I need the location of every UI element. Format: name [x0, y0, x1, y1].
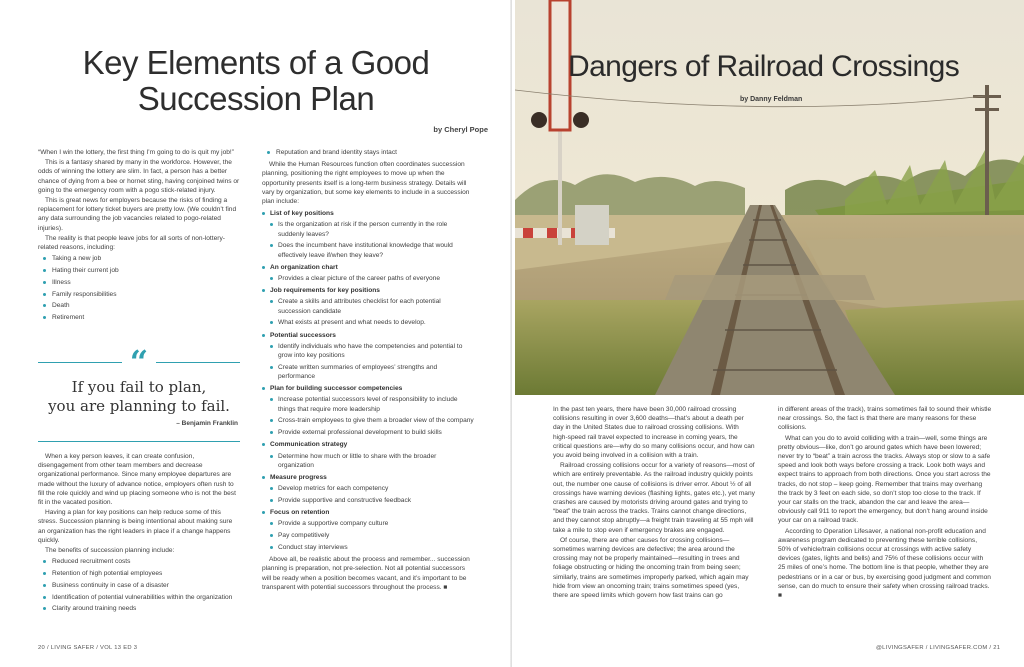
list-item: Provide a supportive company culture [262, 519, 474, 528]
list-item: Identify individuals who have the competencies and potential to grow into key positions [262, 342, 474, 360]
list-item: Does the incumbent have institutional knowledge that would effectively leave if/when they leave? [262, 241, 474, 259]
body-paragraph: When a key person leaves, it can create confusion, disengagement from other team members and decrease organizational performance. Since many employee departures are made without the luxury of advance notice, employers often rush to fill the role quickly and wind up placing someone who is not the best fit in the vacated position. [38, 453, 236, 507]
left-byline: by Cheryl Pope [433, 125, 488, 134]
section-list [262, 297, 474, 327]
body-paragraph: Of course, there are other causes for crossing collisions—sometimes warning devices are defective; the area around the crossing may not be properly maintained—resulting in trees and foliage obstructing or hiding the oncoming train from being seen; similarly, trains are sometimes improperly parked, which again may hide from view an oncoming train; trains sometimes speed (yes, there are speed limits which govern how fast trains can go [553, 536, 749, 600]
left-title-line1: Key Elements of a Good [82, 44, 430, 81]
list-item: Death [38, 301, 240, 310]
left-col1-top [38, 148, 240, 325]
list-item: Hating their current job [38, 266, 240, 275]
right-col2 [778, 405, 992, 601]
body-paragraph: The benefits of succession planning include: [45, 547, 175, 555]
section-list [262, 452, 474, 470]
body-paragraph: According to Operation Lifesaver, a national non-profit education and awareness program dedicated to preventing these terrible collisions, 50% of vehicle/train collisions occur at crossings with active safety devices (gates, lights and bells) and 75% of these collisions occur with 25 miles of one’s home. The bottom line is that people, whether they are pedestrians or in a car or bus, by exercising good judgment and common sense, can do much to ensure their safety when crossing railroad tracks. ■ [778, 527, 991, 600]
section-list [262, 220, 474, 259]
body-paragraph: In the past ten years, there have been 30,000 railroad crossing collisions resulting in over 3,600 deaths—that’s about a death per day in the United States due to railroad crossing collisions. With high-speed rail travel expected to increase in coming years, the critical questions are—why do so many collisions occur, and how can you avoid being involved in a collision with a train. [553, 406, 755, 460]
pull-quote [38, 343, 240, 442]
list-item: Pay competitively [262, 531, 474, 540]
intro-paragraph: “When I win the lottery, the first thing I’m going to do is quit my job!” [38, 149, 234, 156]
section-heading: Plan for building successor competencies [262, 384, 474, 393]
right-byline: by Danny Feldman [740, 96, 803, 103]
body-paragraph: in different areas of the track), trains sometimes fail to sound their whistle near crossings. So, the fact is that there are many reasons for these collisions. [778, 406, 992, 432]
section-heading: Job requirements for key positions [262, 286, 474, 295]
list-item: Conduct stay interviews [262, 543, 474, 552]
left-title-line2: Succession Plan [137, 80, 375, 117]
section-heading: Focus on retention [262, 508, 474, 517]
list-item: Reduced recruitment costs [38, 557, 240, 566]
list-item: Illness [38, 278, 240, 287]
section-heading: Communication strategy [262, 440, 474, 449]
section-heading: Measure progress [262, 473, 474, 482]
body-paragraph: What can you do to avoid colliding with a train—well, some things are pretty obvious—like, don’t go around gates which have been lowered; never try to “beat” a train across the tracks. Always stop or slow to a safe speed and look both ways before crossing a track. Look both ways and expect trains to approach from both directions. Once you start across the tracks, do not stop – keep going. Remember that trains may overhang the track by 3 feet on each side, so don’t stop too close to the track. If your car stalls on the track, abandon the car and leave the area—obviously call 911 to report the emergency, but don’t hang around inside your car on a railroad track. [778, 434, 991, 525]
body-paragraph: Railroad crossing collisions occur for a variety of reasons—most of which are entirely preventable. As the railroad industry quickly points out, the number one cause of collisions is driver error. About ½ of all crossings have warning devices (flashing lights, gates etc.), yet many crashes are caused by motorists driving around gates and trying to “beat” the train across the tracks. Trains cannot change directions, and they cannot stop abruptly—a freight train traveling at 55 mph will take a mile to stop even if emergency brakes are engaged. [553, 462, 755, 534]
list-item: Taking a new job [38, 254, 240, 263]
list-item: Cross-train employees to give them a broader view of the company [262, 416, 474, 425]
pull-quote-attribution: – Benjamin Franklin [176, 420, 238, 427]
body-paragraph: Having a plan for key positions can help reduce some of this stress. Succession planning is being intentional about making sure an organization has the right leaders in place if a change happens quickly. [38, 509, 233, 544]
section-heading: An organization chart [262, 263, 474, 272]
closing-paragraph: Above all, be realistic about the process and remember... succession planning is preparation, not pre-selection. Not all potential successors will be ready when a position becomes vacant, and it’s important to be transparent with potential successors throughout the process. ■ [262, 556, 470, 591]
left-col1-bottom [38, 452, 240, 617]
list-item: Business continuity in case of a disaster [38, 581, 240, 590]
body-paragraph: While the Human Resources function often coordinates succession planning, positioning the right employees to move up when the opportunity presents itself is a long-term business strategy. Details will vary by organization, but some key elements to include in a succession plan include: [262, 161, 470, 206]
list-item: Reputation and brand identity stays intact [262, 148, 474, 157]
pull-quote-line1: If you fail to plan, [71, 378, 207, 396]
list-item: Increase potential successors level of responsibility to include things that require more leadership [262, 395, 474, 413]
section-list [262, 274, 474, 283]
list-item: Identification of potential vulnerabilities within the organization [38, 593, 240, 602]
list-item: Develop metrics for each competency [262, 484, 474, 493]
list-item: Provides a clear picture of the career paths of everyone [262, 274, 474, 283]
list-item: Retention of high potential employees [38, 569, 240, 578]
list-item: Create written summaries of employees’ strengths and performance [262, 363, 474, 381]
section-heading: Potential successors [262, 331, 474, 340]
section-list [262, 395, 474, 437]
list-item: Family responsibilities [38, 290, 240, 299]
body-paragraph: This is a fantasy shared by many in the workforce. However, the odds of winning the lottery are slim. In fact, a person has a better chance of dying from a bee or hornet sting, having conjoined twins or going to the emergency room with a pogo stick-related injury. [38, 159, 240, 194]
left-folio: 20 / LIVING SAFER / VOL 13 ED 3 [38, 645, 138, 651]
list-item: Provide supportive and constructive feedback [262, 496, 474, 505]
benefits-list-cont [262, 148, 474, 157]
right-title: Dangers of Railroad Crossings [568, 50, 960, 83]
quote-mark-icon: “ [129, 343, 149, 381]
list-item: Clarity around training needs [38, 604, 240, 613]
left-col2 [262, 148, 474, 593]
section-list [262, 484, 474, 505]
right-folio: @LIVINGSAFER / LIVINGSAFER.COM / 21 [876, 645, 1001, 651]
section-list [262, 519, 474, 552]
pull-quote-rule [156, 362, 240, 363]
list-item: Determine how much or little to share with the broader organization [262, 452, 474, 470]
section-heading: List of key positions [262, 209, 474, 218]
list-item: Retirement [38, 313, 240, 322]
list-item: Create a skills and attributes checklist for each potential succession candidate [262, 297, 474, 315]
body-paragraph: This is great news for employers because the risks of finding a replacement for lottery ticket buyers are pretty low. (We couldn’t find any data surrounding the job vacancies related to pogo-related injuries). [38, 197, 237, 232]
section-list [262, 342, 474, 381]
list-item: Is the organization at risk if the person currently in the role suddenly leaves? [262, 220, 474, 238]
reasons-list [38, 254, 240, 322]
right-col1 [553, 405, 755, 601]
pull-quote-line2: you are planning to fail. [48, 397, 230, 415]
benefits-list [38, 557, 240, 613]
list-item: Provide external professional development to build skills [262, 428, 474, 437]
body-paragraph: The reality is that people leave jobs for all sorts of non-lottery-related reasons, including: [38, 234, 225, 252]
pull-quote-rule [38, 362, 122, 363]
pull-quote-rule [38, 441, 240, 442]
list-item: What exists at present and what needs to develop. [262, 318, 474, 327]
